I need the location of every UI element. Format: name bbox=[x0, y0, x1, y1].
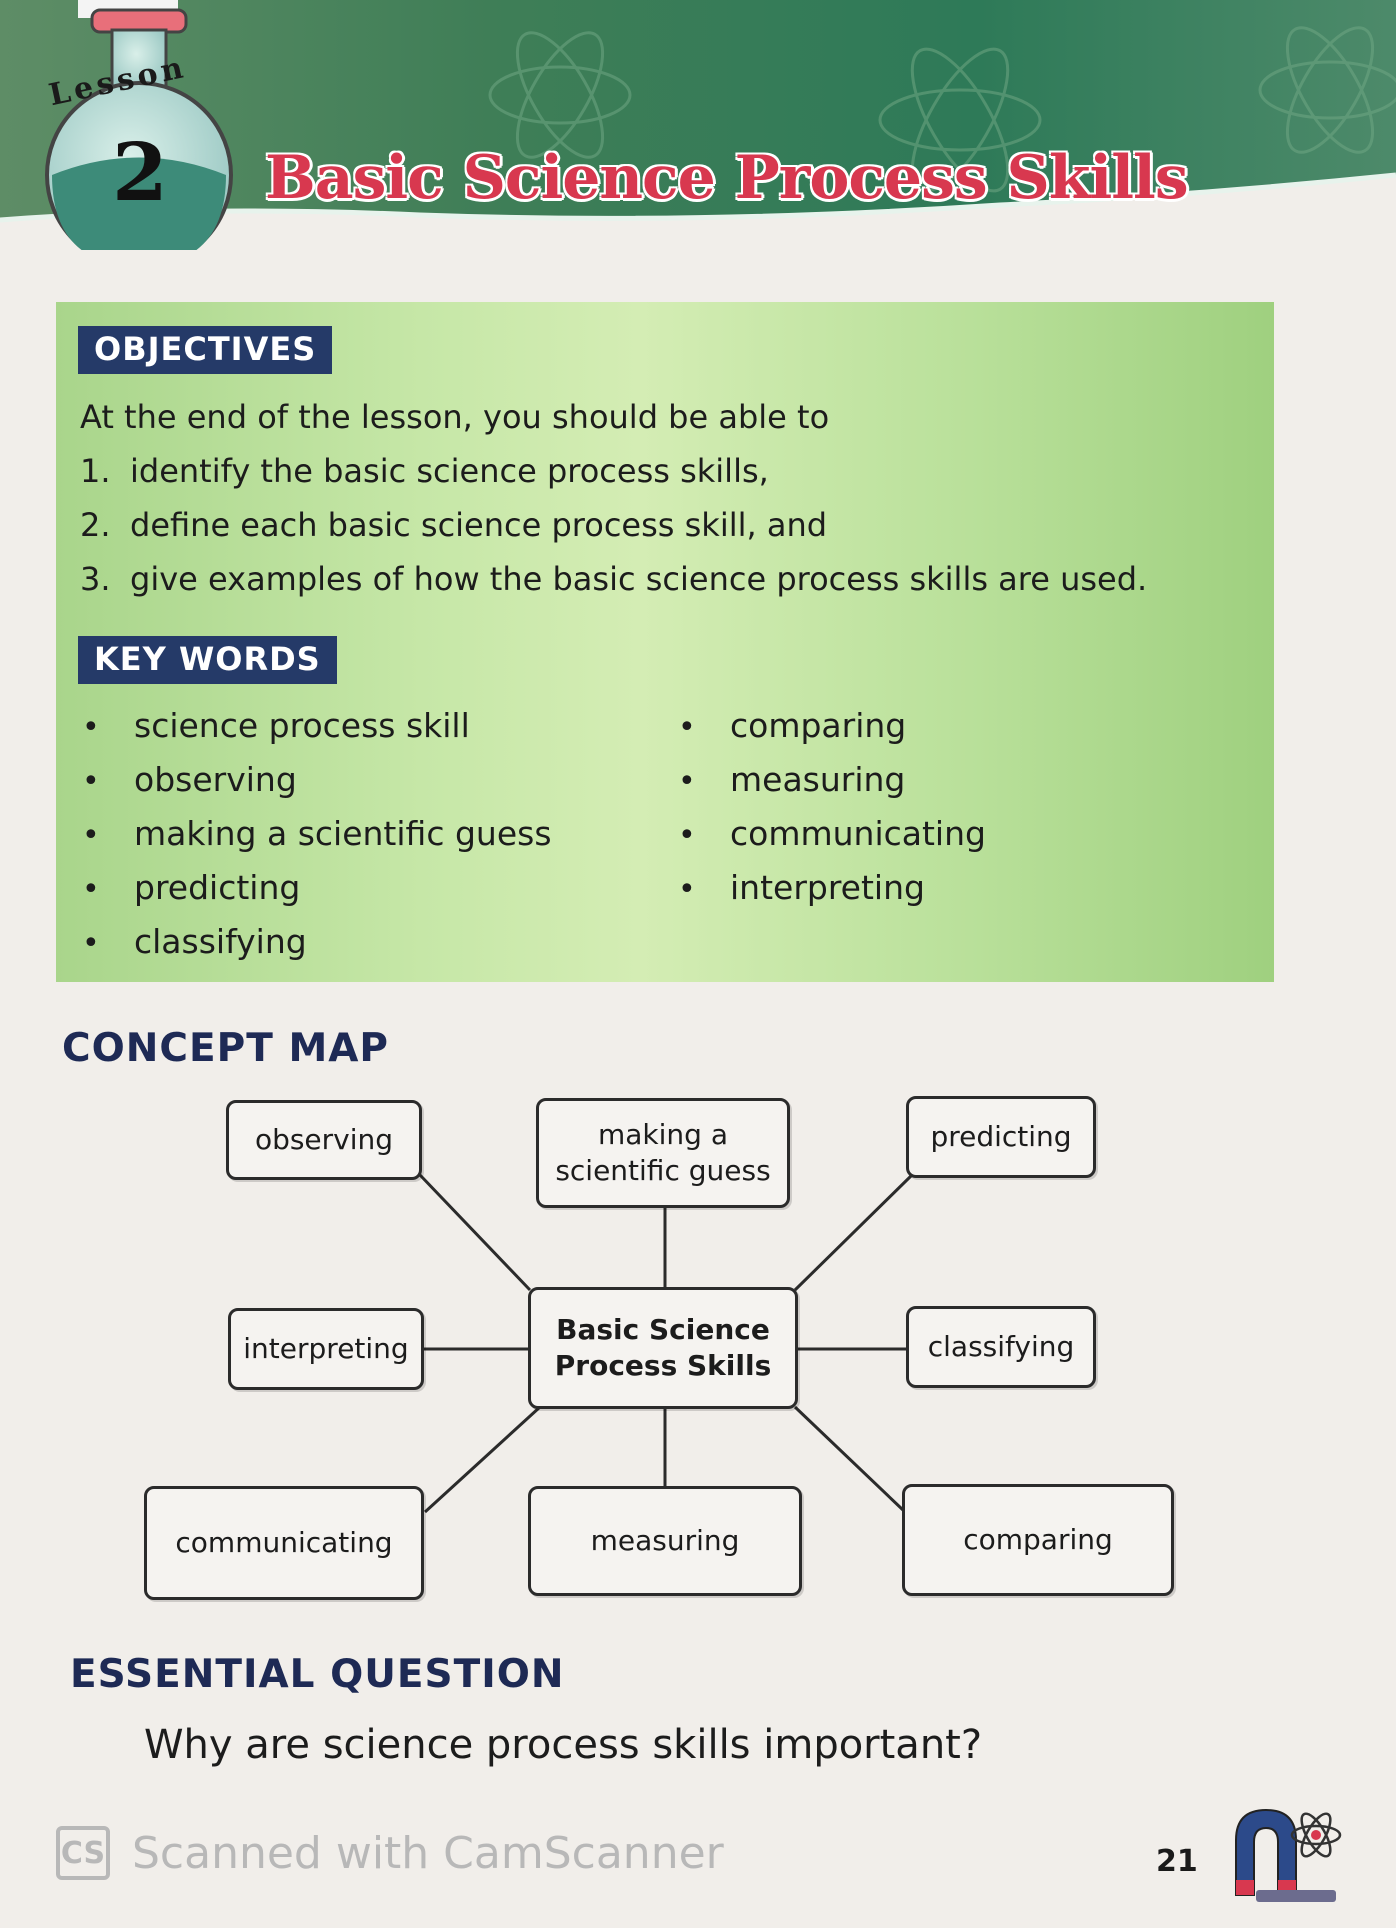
concept-map-heading: CONCEPT MAP bbox=[62, 1026, 390, 1071]
connector-line bbox=[420, 1175, 530, 1290]
concept-node-scientific-guess bbox=[536, 1098, 790, 1208]
node-label: making a bbox=[597, 1118, 728, 1151]
concept-node-classifying bbox=[906, 1306, 1096, 1388]
bullet-icon: • bbox=[82, 764, 100, 799]
key-word-text: predicting bbox=[134, 868, 301, 907]
lesson-number: 2 bbox=[112, 125, 168, 219]
node-label: comparing bbox=[963, 1523, 1113, 1556]
key-word-text: observing bbox=[134, 760, 297, 799]
key-word-text: interpreting bbox=[730, 868, 925, 907]
key-word-text: classifying bbox=[134, 922, 307, 961]
node-label: measuring bbox=[590, 1524, 740, 1557]
concept-node-predicting bbox=[906, 1096, 1096, 1178]
bullet-icon: • bbox=[678, 872, 696, 907]
lesson-label: Lesson bbox=[45, 49, 190, 114]
objective-text: identify the basic science process skills, bbox=[130, 452, 769, 490]
bullet-icon: • bbox=[82, 818, 100, 853]
objective-number: 3. bbox=[80, 560, 111, 598]
center-label: Process Skills bbox=[554, 1349, 772, 1382]
objectives-tag: OBJECTIVES bbox=[78, 326, 332, 374]
concept-node-measuring bbox=[528, 1486, 802, 1596]
node-label: observing bbox=[254, 1123, 394, 1156]
key-word-text: science process skill bbox=[134, 706, 470, 745]
key-word-text: communicating bbox=[730, 814, 986, 853]
lesson-title: Basic Science Process Skills bbox=[265, 143, 1188, 213]
bullet-icon: • bbox=[82, 872, 100, 907]
center-label: Basic Science bbox=[556, 1313, 770, 1346]
key-word-text: measuring bbox=[730, 760, 906, 799]
bullet-icon: • bbox=[678, 764, 696, 799]
node-label: classifying bbox=[927, 1330, 1075, 1363]
node-label: communicating bbox=[175, 1526, 393, 1559]
key-word-text: comparing bbox=[730, 706, 907, 745]
concept-node-comparing bbox=[902, 1484, 1174, 1596]
objective-number: 2. bbox=[80, 506, 111, 544]
bullet-icon: • bbox=[82, 710, 100, 745]
objectives-intro: At the end of the lesson, you should be able to bbox=[80, 398, 830, 436]
concept-node-communicating bbox=[144, 1486, 424, 1600]
objective-number: 1. bbox=[80, 452, 111, 490]
bullet-icon: • bbox=[678, 710, 696, 745]
camscanner-logo-icon: CS bbox=[56, 1826, 110, 1880]
concept-node-interpreting bbox=[228, 1308, 424, 1390]
page-number: 21 bbox=[1156, 1844, 1198, 1879]
magnet-atom-icon bbox=[1216, 1800, 1346, 1910]
objective-text: give examples of how the basic science process skills are used. bbox=[130, 560, 1148, 598]
node-label: scientific guess bbox=[555, 1154, 771, 1187]
node-label: interpreting bbox=[243, 1332, 409, 1365]
connector-line bbox=[795, 1175, 912, 1290]
bullet-icon: • bbox=[678, 818, 696, 853]
connector-line bbox=[795, 1407, 903, 1510]
key-words-tag: KEY WORDS bbox=[78, 636, 337, 684]
connector-line bbox=[425, 1407, 540, 1512]
essential-question-heading: ESSENTIAL QUESTION bbox=[70, 1652, 565, 1697]
bullet-icon: • bbox=[82, 926, 100, 961]
scanner-watermark bbox=[56, 1826, 724, 1880]
node-label: predicting bbox=[930, 1120, 1072, 1153]
concept-node-observing bbox=[226, 1100, 422, 1180]
essential-question-text: Why are science process skills important? bbox=[144, 1722, 983, 1768]
objective-text: define each basic science process skill, and bbox=[130, 506, 828, 544]
concept-node-center bbox=[528, 1287, 798, 1409]
watermark-text: Scanned with CamScanner bbox=[132, 1827, 724, 1879]
key-word-text: making a scientific guess bbox=[134, 814, 552, 853]
